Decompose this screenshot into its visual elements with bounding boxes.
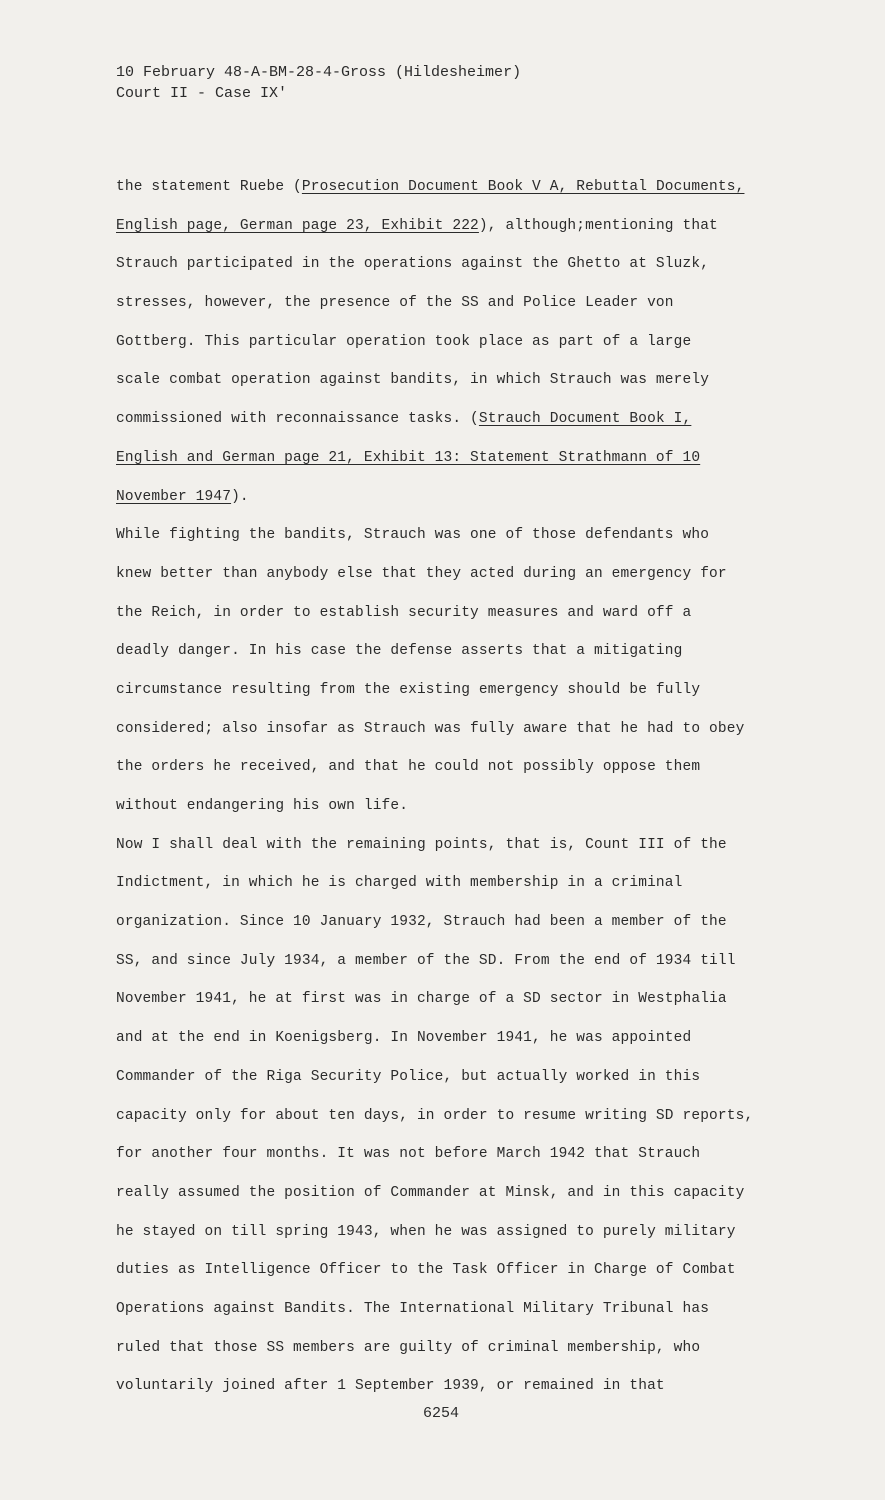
- text-line: [116, 1103, 816, 1142]
- text-segment: Operations against Bandits. The International Military Tribunal has: [116, 1300, 710, 1317]
- text-segment: Strauch participated in the operations against the Ghetto at Sluzk,: [116, 256, 710, 273]
- text-line: [116, 754, 816, 793]
- underlined-citation: Prosecution Document Book V A, Rebuttal Documents,: [301, 179, 745, 195]
- text-segment: organization. Since 10 January 1932, Strauch had been a member of the: [116, 914, 727, 931]
- text-segment: voluntarily joined after 1 September 1939, or remained in that: [116, 1378, 665, 1395]
- text-segment: commissioned with reconnaissance tasks. (: [116, 411, 479, 428]
- text-segment: scale combat operation against bandits, in which Strauch was merely: [116, 372, 710, 389]
- underlined-citation: November 1947: [116, 488, 232, 505]
- text-line: [116, 638, 816, 677]
- text-line: [116, 213, 816, 252]
- text-segment: Indictment, in which he is charged with membership in a criminal: [116, 875, 683, 892]
- text-line: [116, 600, 816, 639]
- text-segment: capacity only for about ten days, in order to resume writing SD reports,: [116, 1107, 754, 1124]
- text-segment: the statement Ruebe (: [116, 179, 302, 195]
- text-segment: duties as Intelligence Officer to the Task Officer in Charge of Combat: [116, 1262, 736, 1279]
- text-line: [116, 986, 816, 1025]
- underlined-citation: English and German page 21, Exhibit 13: Statement Strathmann of 10: [116, 449, 701, 466]
- text-segment: stresses, however, the presence of the SS and Police Leader von: [116, 295, 674, 312]
- text-line: [116, 174, 816, 213]
- text-line: [116, 290, 816, 329]
- text-segment: really assumed the position of Commander at Minsk, and in this capacity: [116, 1184, 745, 1201]
- text-segment: the Reich, in order to establish security measures and ward off a: [116, 604, 692, 621]
- text-line: [116, 445, 816, 484]
- text-segment: Gottberg. This particular operation took place as part of a large: [116, 333, 692, 350]
- text-line: [116, 1025, 816, 1064]
- text-segment: circumstance resulting from the existing emergency should be fully: [116, 681, 701, 698]
- text-segment: ).: [231, 488, 249, 505]
- document-header: [116, 62, 521, 104]
- text-line: [116, 832, 816, 871]
- text-segment: November 1941, he at first was in charge of a SD sector in Westphalia: [116, 991, 727, 1008]
- text-segment: deadly danger. In his case the defense asserts that a mitigating: [116, 643, 683, 660]
- text-line: [116, 677, 816, 716]
- header-line-1: 10 February 48-A-BM-28-4-Gross (Hildesheimer): [116, 64, 522, 81]
- text-line: [116, 793, 816, 832]
- text-segment: for another four months. It was not before March 1942 that Strauch: [116, 1146, 701, 1163]
- text-segment: ruled that those SS members are guilty of criminal membership, who: [116, 1339, 701, 1356]
- text-segment: he stayed on till spring 1943, when he was assigned to purely military: [116, 1223, 736, 1240]
- text-segment: Commander of the Riga Security Police, but actually worked in this: [116, 1068, 701, 1085]
- text-line: [116, 716, 816, 755]
- text-line: [116, 1296, 816, 1335]
- text-segment: While fighting the bandits, Strauch was one of those defendants who: [116, 527, 710, 544]
- text-line: [116, 484, 816, 523]
- text-line: [116, 1219, 816, 1258]
- header-line-2: Court II - Case IX': [116, 85, 288, 102]
- text-line: [116, 522, 816, 561]
- text-line: [116, 909, 816, 948]
- text-line: [116, 251, 816, 290]
- underlined-citation: English page, German page 23, Exhibit 222: [116, 217, 479, 234]
- text-line: [116, 1141, 816, 1180]
- text-segment: knew better than anybody else that they acted during an emergency for: [116, 565, 727, 582]
- text-line: [116, 1335, 816, 1374]
- underlined-citation: Strauch Document Book I,: [478, 411, 692, 428]
- text-segment: the orders he received, and that he could not possibly oppose them: [116, 759, 701, 776]
- text-line: [116, 406, 816, 445]
- text-segment: Now I shall deal with the remaining points, that is, Count III of the: [116, 836, 727, 853]
- text-line: [116, 1064, 816, 1103]
- text-line: [116, 1180, 816, 1219]
- text-line: [116, 948, 816, 987]
- text-segment: considered; also insofar as Strauch was fully aware that he had to obey: [116, 720, 745, 737]
- text-segment: and at the end in Koenigsberg. In November 1941, he was appointed: [116, 1030, 692, 1047]
- text-line: [116, 561, 816, 600]
- text-line: [116, 367, 816, 406]
- body-text: [116, 174, 816, 1412]
- text-segment: SS, and since July 1934, a member of the SD. From the end of 1934 till: [116, 952, 736, 969]
- text-line: [116, 1257, 816, 1296]
- text-line: [116, 329, 816, 368]
- text-line: [116, 1373, 816, 1412]
- text-segment: without endangering his own life.: [116, 798, 409, 814]
- page-number: 6254: [423, 1405, 460, 1422]
- text-segment: ), although;mentioning that: [478, 217, 718, 234]
- text-line: [116, 870, 816, 909]
